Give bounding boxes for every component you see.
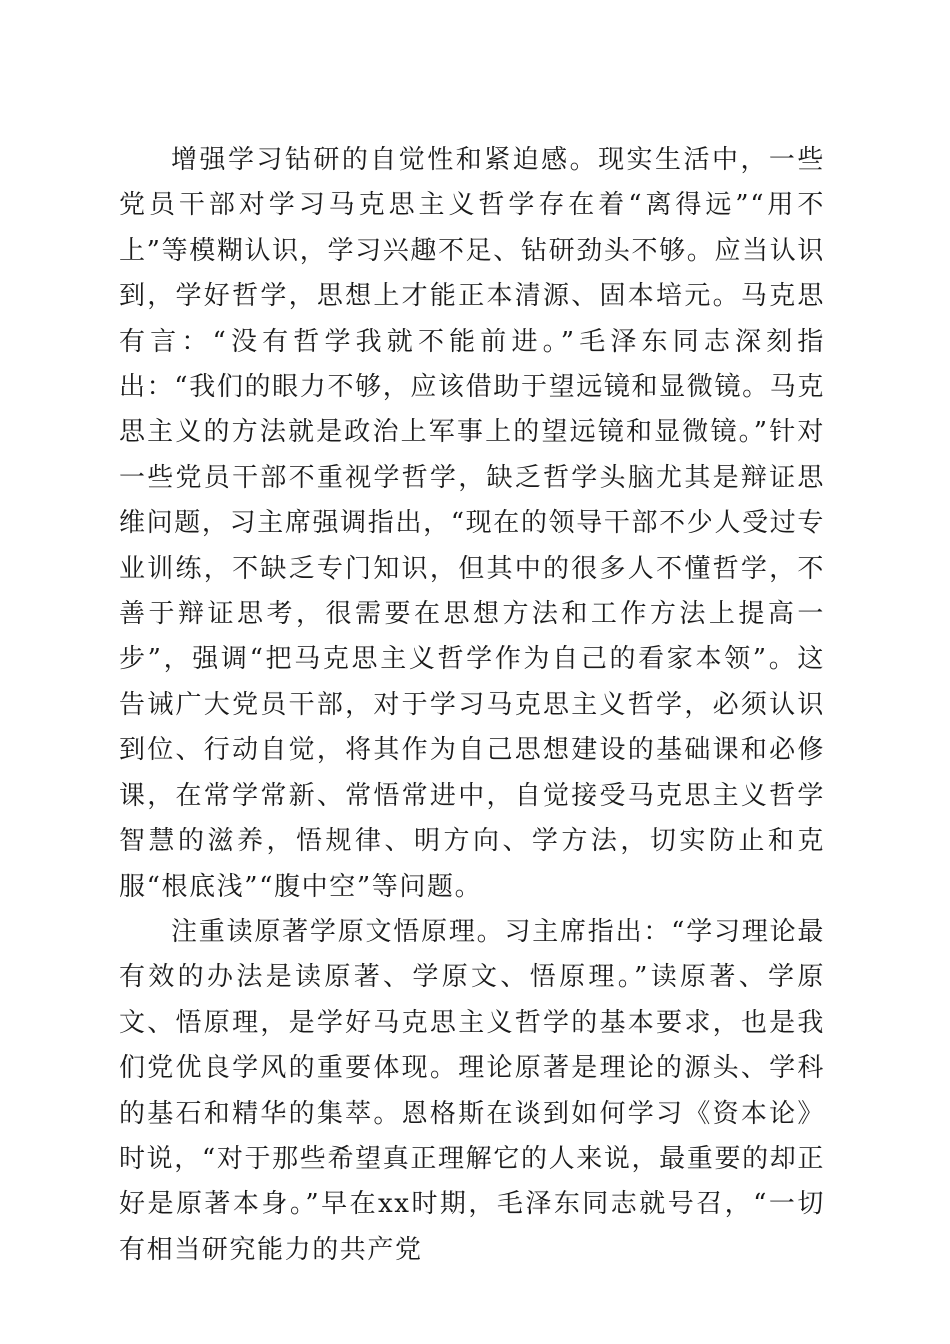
paragraph-2: 注重读原著学原文悟原理。习主席指出：“学习理论最有效的办法是读原著、学原文、悟原理。”读原著、学原文、悟原理，是学好马克思主义哲学的基本要求，也是我们党优良学风的重要体现。理论原著是理论的源头、学科的基石和精华的集萃。恩格斯在谈到如何学习《资本论》时说，“对于那些希望真正理解它的人来说，最重要的却正好是原著本身。”早在xx时期，毛泽东同志就号召，“一切有相当研究能力的共产党	[119, 916, 825, 1265]
paragraph-1: 增强学习钻研的自觉性和紧迫感。现实生活中，一些党员干部对学习马克思主义哲学存在着“离得远”“用不上”等模糊认识，学习兴趣不足、钻研劲头不够。应当认识到，学好哲学，思想上才能正本清源、固本培元。马克思有言：“没有哲学我就不能前进。”毛泽东同志深刻指出：“我们的眼力不够，应该借助于望远镜和显微镜。马克思主义的方法就是政治上军事上的望远镜和显微镜。”针对一些党员干部不重视学哲学，缺乏哲学头脑尤其是辩证思维问题，习主席强调指出，“现在的领导干部不少人受过专业训练，不缺乏专门知识，但其中的很多人不懂哲学，不善于辩证思考，很需要在思想方法和工作方法上提高一步”，强调“把马克思主义哲学作为自己的看家本领”。这告诫广大党员干部，对于学习马克思主义哲学，必须认识到位、行动自觉，将其作为自己思想建设的基础课和必修课，在常学常新、常悟常进中，自觉接受马克思主义哲学智慧的滋养，悟规律、明方向、学方法，切实防止和克服“根底浅”“腹中空”等问题。	[119, 145, 825, 902]
document-body	[119, 138, 825, 1273]
